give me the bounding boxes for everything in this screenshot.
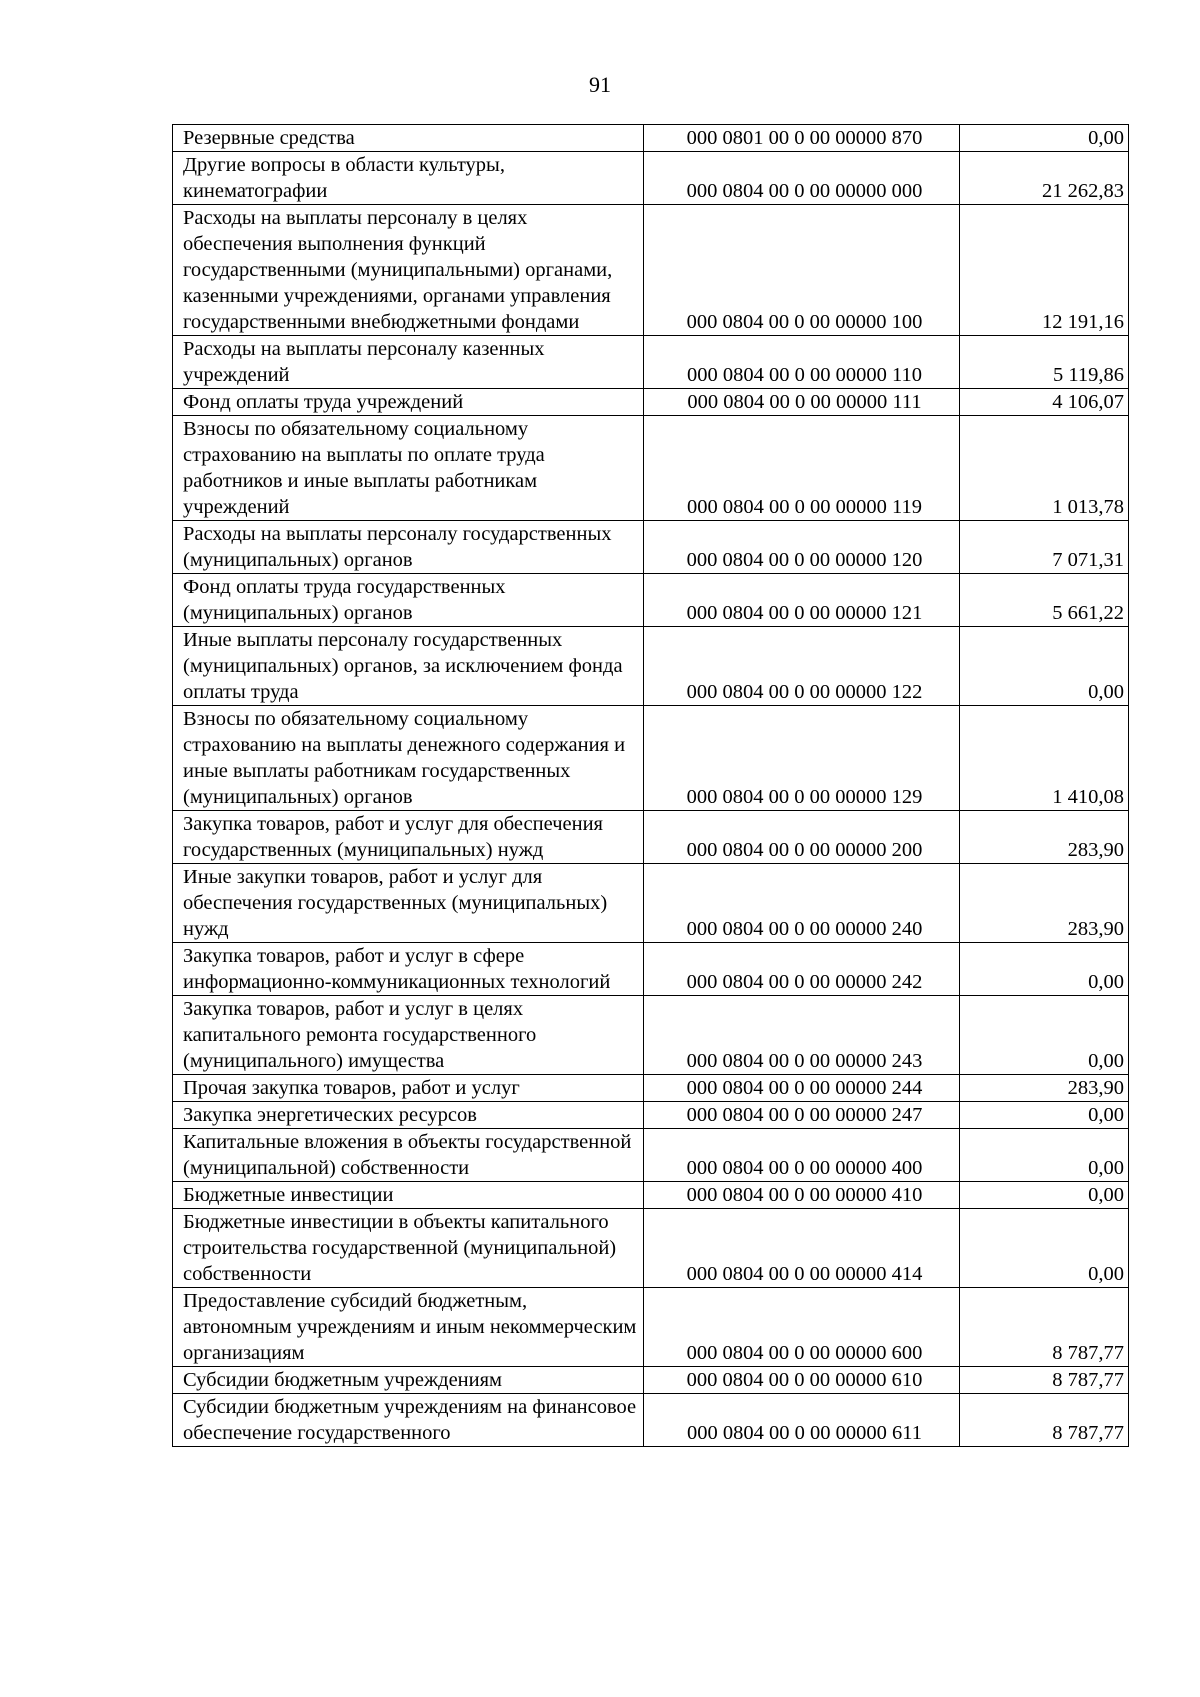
budget-code-cell: 000 0804 00 0 00 00000 400: [644, 1129, 960, 1182]
amount-cell: 283,90: [960, 811, 1129, 864]
table-row: [173, 1394, 1129, 1447]
table-row: [173, 864, 1129, 943]
amount-cell: 5 661,22: [960, 574, 1129, 627]
expense-name-cell: Бюджетные инвестиции: [173, 1182, 644, 1209]
table-row: [173, 1129, 1129, 1182]
table-row: [173, 1209, 1129, 1288]
amount-cell: 8 787,77: [960, 1394, 1129, 1447]
expense-name-cell: Фонд оплаты труда учреждений: [173, 389, 644, 416]
table-row: [173, 1367, 1129, 1394]
amount-cell: 0,00: [960, 1182, 1129, 1209]
amount-cell: 12 191,16: [960, 205, 1129, 336]
expense-name-cell: Закупка товаров, работ и услуг в целях капитального ремонта государственного (муниципального) имущества: [173, 996, 644, 1075]
amount-cell: 5 119,86: [960, 336, 1129, 389]
budget-code-cell: 000 0804 00 0 00 00000 240: [644, 864, 960, 943]
table-row: [173, 1102, 1129, 1129]
table-row: [173, 943, 1129, 996]
table-row: [173, 125, 1129, 152]
budget-table-body: [173, 125, 1129, 1447]
expense-name-cell: Фонд оплаты труда государственных (муниципальных) органов: [173, 574, 644, 627]
table-row: [173, 574, 1129, 627]
table-row: [173, 389, 1129, 416]
table-row: [173, 811, 1129, 864]
amount-cell: 8 787,77: [960, 1367, 1129, 1394]
amount-cell: 8 787,77: [960, 1288, 1129, 1367]
amount-cell: 1 013,78: [960, 416, 1129, 521]
budget-code-cell: 000 0804 00 0 00 00000 100: [644, 205, 960, 336]
table-row: [173, 205, 1129, 336]
expense-name-cell: Расходы на выплаты персоналу казенных учреждений: [173, 336, 644, 389]
amount-cell: 0,00: [960, 1102, 1129, 1129]
amount-cell: 0,00: [960, 1209, 1129, 1288]
expense-name-cell: Субсидии бюджетным учреждениям на финансовое обеспечение государственного: [173, 1394, 644, 1447]
expense-name-cell: Субсидии бюджетным учреждениям: [173, 1367, 644, 1394]
amount-cell: 21 262,83: [960, 152, 1129, 205]
budget-code-cell: 000 0804 00 0 00 00000 244: [644, 1075, 960, 1102]
table-row: [173, 996, 1129, 1075]
table-row: [173, 416, 1129, 521]
budget-code-cell: 000 0804 00 0 00 00000 243: [644, 996, 960, 1075]
expense-name-cell: Резервные средства: [173, 125, 644, 152]
amount-cell: 0,00: [960, 943, 1129, 996]
table-row: [173, 1182, 1129, 1209]
amount-cell: 283,90: [960, 1075, 1129, 1102]
budget-table: [172, 124, 1129, 1447]
budget-code-cell: 000 0804 00 0 00 00000 122: [644, 627, 960, 706]
budget-code-cell: 000 0801 00 0 00 00000 870: [644, 125, 960, 152]
table-row: [173, 152, 1129, 205]
budget-code-cell: 000 0804 00 0 00 00000 242: [644, 943, 960, 996]
amount-cell: 0,00: [960, 1129, 1129, 1182]
expense-name-cell: Взносы по обязательному социальному страхованию на выплаты денежного содержания и иные выплаты работникам государственных (муниципальных) органов: [173, 706, 644, 811]
budget-code-cell: 000 0804 00 0 00 00000 600: [644, 1288, 960, 1367]
page-number: 91: [589, 72, 611, 97]
expense-name-cell: Расходы на выплаты персоналу государственных (муниципальных) органов: [173, 521, 644, 574]
budget-code-cell: 000 0804 00 0 00 00000 610: [644, 1367, 960, 1394]
expense-name-cell: Предоставление субсидий бюджетным, автономным учреждениям и иным некоммерческим организациям: [173, 1288, 644, 1367]
amount-cell: 0,00: [960, 125, 1129, 152]
table-row: [173, 1075, 1129, 1102]
amount-cell: 4 106,07: [960, 389, 1129, 416]
table-row: [173, 627, 1129, 706]
budget-code-cell: 000 0804 00 0 00 00000 247: [644, 1102, 960, 1129]
budget-code-cell: 000 0804 00 0 00 00000 410: [644, 1182, 960, 1209]
budget-code-cell: 000 0804 00 0 00 00000 121: [644, 574, 960, 627]
budget-code-cell: 000 0804 00 0 00 00000 120: [644, 521, 960, 574]
budget-code-cell: 000 0804 00 0 00 00000 000: [644, 152, 960, 205]
expense-name-cell: Прочая закупка товаров, работ и услуг: [173, 1075, 644, 1102]
budget-code-cell: 000 0804 00 0 00 00000 611: [644, 1394, 960, 1447]
budget-code-cell: 000 0804 00 0 00 00000 119: [644, 416, 960, 521]
expense-name-cell: Бюджетные инвестиции в объекты капитального строительства государственной (муниципальной) собственности: [173, 1209, 644, 1288]
amount-cell: 7 071,31: [960, 521, 1129, 574]
amount-cell: 283,90: [960, 864, 1129, 943]
expense-name-cell: Закупка товаров, работ и услуг в сфере информационно-коммуникационных технологий: [173, 943, 644, 996]
amount-cell: 0,00: [960, 996, 1129, 1075]
budget-code-cell: 000 0804 00 0 00 00000 414: [644, 1209, 960, 1288]
expense-name-cell: Закупка товаров, работ и услуг для обеспечения государственных (муниципальных) нужд: [173, 811, 644, 864]
expense-name-cell: Закупка энергетических ресурсов: [173, 1102, 644, 1129]
table-row: [173, 521, 1129, 574]
budget-code-cell: 000 0804 00 0 00 00000 129: [644, 706, 960, 811]
table-row: [173, 1288, 1129, 1367]
expense-name-cell: Иные закупки товаров, работ и услуг для обеспечения государственных (муниципальных) нужд: [173, 864, 644, 943]
expense-name-cell: Взносы по обязательному социальному страхованию на выплаты по оплате труда работников и иные выплаты работникам учреждений: [173, 416, 644, 521]
expense-name-cell: Другие вопросы в области культуры, кинематографии: [173, 152, 644, 205]
budget-code-cell: 000 0804 00 0 00 00000 200: [644, 811, 960, 864]
expense-name-cell: Расходы на выплаты персоналу в целях обеспечения выполнения функций государственными (муниципальными) органами, казенными учреждениями, органами управления государственными внебюджетными фондами: [173, 205, 644, 336]
amount-cell: 0,00: [960, 627, 1129, 706]
expense-name-cell: Капитальные вложения в объекты государственной (муниципальной) собственности: [173, 1129, 644, 1182]
table-row: [173, 706, 1129, 811]
expense-name-cell: Иные выплаты персоналу государственных (муниципальных) органов, за исключением фонда оплаты труда: [173, 627, 644, 706]
budget-code-cell: 000 0804 00 0 00 00000 111: [644, 389, 960, 416]
amount-cell: 1 410,08: [960, 706, 1129, 811]
budget-code-cell: 000 0804 00 0 00 00000 110: [644, 336, 960, 389]
table-row: [173, 336, 1129, 389]
